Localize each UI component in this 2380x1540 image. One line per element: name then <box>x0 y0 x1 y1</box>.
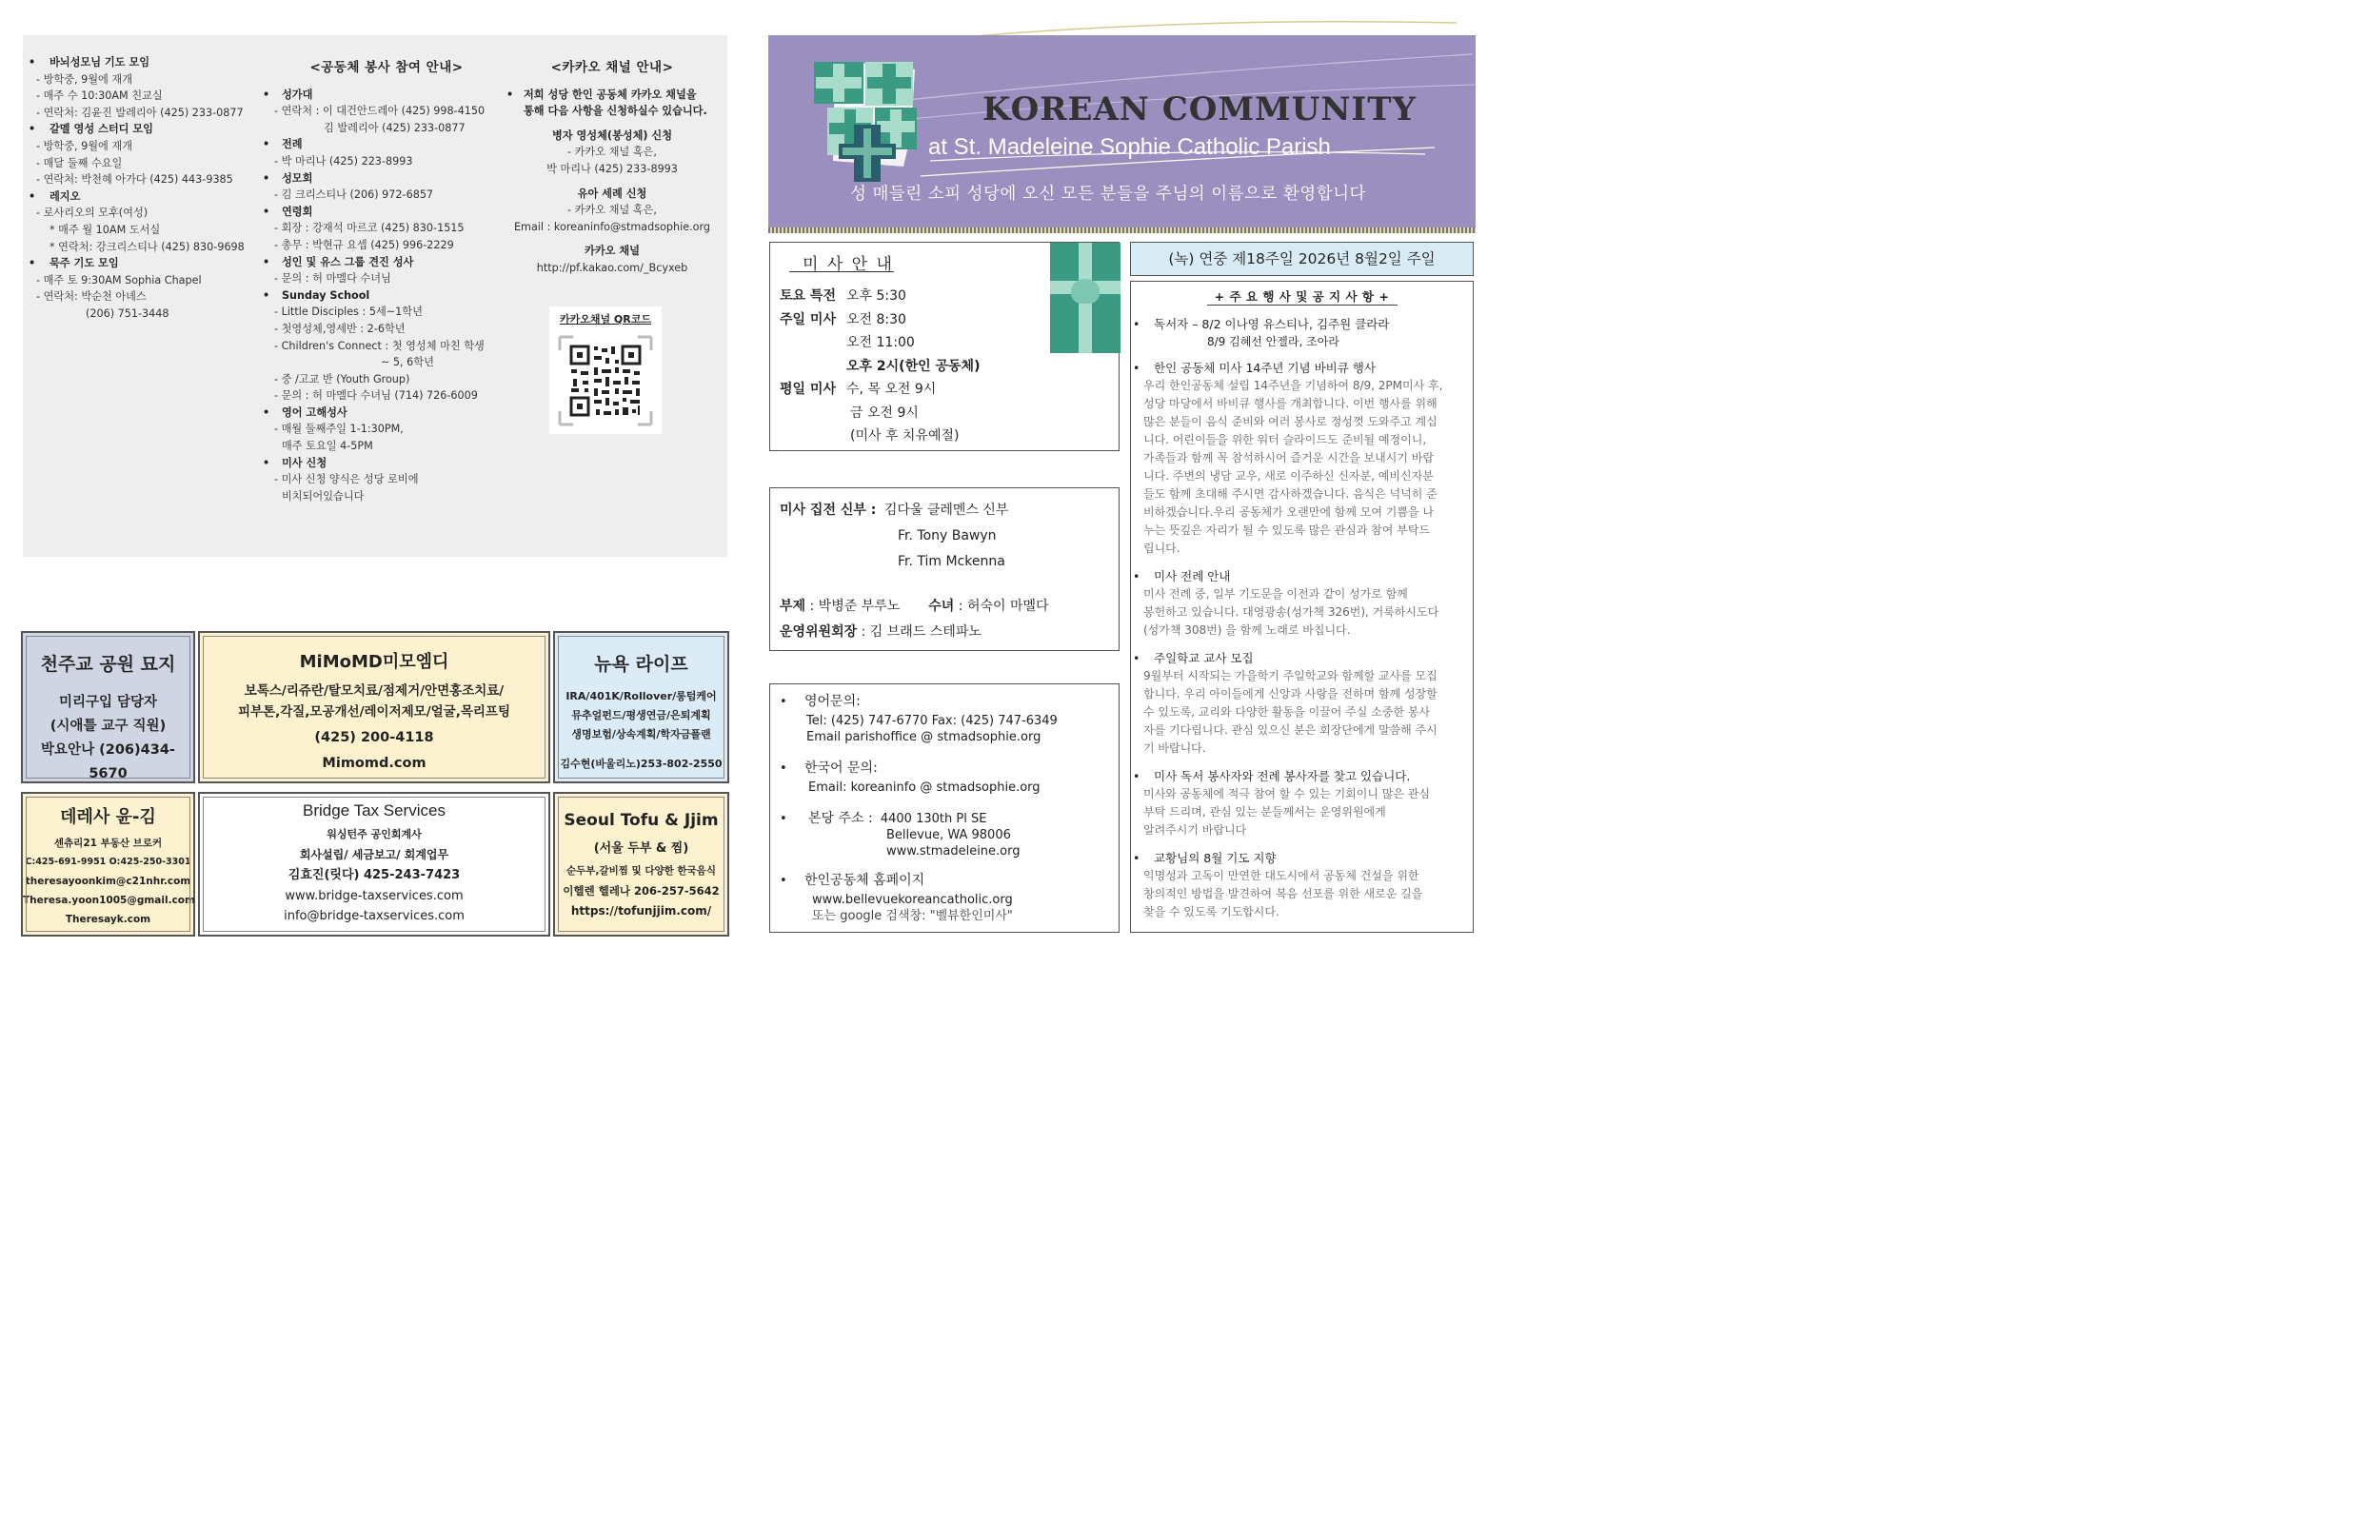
kakao-section-title: 병자 영성체(봉성체) 신청 <box>551 128 673 142</box>
service-line: - 미사 신청 양식은 성당 로비에 <box>274 473 419 486</box>
kakao-line: - 카카오 채널 혹은, <box>567 204 657 217</box>
news-item-line: 8/9 김혜선 안젤라, 조아라 <box>1207 335 1339 348</box>
service-title: • 미사 신청 <box>263 456 327 469</box>
news-item-line: 성당 마당에서 바비큐 행사를 개최합니다. 이번 행사를 위해 <box>1143 397 1438 410</box>
ad-email: info@bridge-taxservices.com <box>284 909 465 923</box>
ad-newyork-life[interactable] <box>553 631 729 783</box>
service-line: - Little Disciples : 5세~1학년 <box>274 306 423 319</box>
news-item-line: 누는 뜻깊은 자리가 될 수 있도록 많은 관심과 참여 부탁드 <box>1143 523 1430 537</box>
ad-phone: 김수현(바울리노)253-802-2550 <box>560 758 723 770</box>
kakao-intro: 통해 다음 사항을 신청하실수 있습니다. <box>524 105 707 118</box>
kakao-email[interactable]: Email : koreaninfo@stmadsophie.org <box>513 220 711 233</box>
ad-email: Theresa.yoon1005@gmail.com <box>23 895 195 906</box>
service-line: - 연락처 : 이 대건안드레아 (425) 998-4150 <box>274 105 486 118</box>
service-heading: <공동체 봉사 참여 안내> <box>309 60 464 75</box>
news-item-line: 9월부터 시작되는 가을학기 주일학교와 함께할 교사를 모집 <box>1143 669 1438 682</box>
news-item-line: 합니다. 우리 아이들에게 신앙과 사랑을 전하며 함께 성장할 <box>1143 687 1438 701</box>
ad-line: (시애틀 교구 직원) <box>50 719 167 734</box>
mass-heading-underline <box>789 271 894 272</box>
group-line: - 연락처: 박천혜 아가다 (425) 443-9385 <box>36 173 233 187</box>
service-title: • 성모회 <box>263 171 313 185</box>
news-item-line: 기 바랍니다. <box>1143 741 1206 755</box>
clergy-priest-row: Fr. Tony Bawyn <box>898 528 997 543</box>
cross-icon <box>1050 243 1121 353</box>
service-line: - Children's Connect : 첫 영성체 마친 학생 <box>274 339 485 352</box>
mass-row: 주일 미사 오전 8:30 <box>780 311 906 327</box>
news-item-line: 부탁 드리며, 관심 있는 분들께서는 운영위원에게 <box>1143 805 1386 819</box>
ad-cemetery[interactable] <box>21 631 195 783</box>
news-item-line: 봉헌하고 있습니다. 대영광송(성가책 326번), 거룩하시도다 <box>1143 605 1439 619</box>
ad-bridge-title: Bridge Tax Services <box>303 801 446 819</box>
contact-english-title: • 영어문의: <box>780 694 861 709</box>
ad-website: www.bridge-taxservices.com <box>285 888 464 903</box>
news-item-title: • 한인 공동체 미사 14주년 기념 바비큐 행사 <box>1133 361 1376 375</box>
clergy-priest-row: 미사 집전 신부 : 김다울 클레멘스 신부 <box>780 503 1009 518</box>
clergy-box <box>769 487 1120 651</box>
kakao-section-title: 유아 세례 신청 <box>577 187 647 200</box>
ad-line: 미리구입 담당자 <box>58 695 158 710</box>
ad-line: 뮤추얼펀드/평생연금/은퇴계획 <box>571 709 711 721</box>
group-line: - 방학중, 9월에 재개 <box>36 72 133 86</box>
group-line: - 로사리오의 모후(여성) <box>36 207 149 220</box>
news-item-line: 미사 전례 중, 일부 기도문을 이전과 같이 성가로 함께 <box>1143 587 1408 601</box>
service-title: • 성가대 <box>263 88 313 101</box>
group-line: - 연락처: 김윤진 발레리아 (425) 233-0877 <box>36 106 244 119</box>
ad-teresa-title: 데레사 윤-김 <box>60 807 156 827</box>
mass-row: 오전 11:00 <box>846 335 915 350</box>
mass-row: 토요 특전 오후 5:30 <box>780 288 906 304</box>
crosses-logo-icon <box>804 54 928 188</box>
news-item-line: 수 있도록, 교리와 다양한 활동을 이끌어 주실 소중한 봉사 <box>1143 705 1430 719</box>
clergy-staff-row: 운영위원회장 : 김 브래드 스테파노 <box>780 624 982 640</box>
contact-korean-title: • 한국어 문의: <box>780 760 878 776</box>
service-title: • 영어 고해성사 <box>263 405 347 419</box>
group-line: * 매주 월 10AM 도서실 <box>50 223 161 236</box>
clergy-priest-row: Fr. Tim Mckenna <box>898 554 1005 569</box>
ad-line: IRA/401K/Rollover/롱텀케어 <box>565 690 717 702</box>
group-line: - 연락처: 박순천 아녜스 <box>36 290 147 304</box>
kakao-line: - 카카오 채널 혹은, <box>567 146 657 159</box>
kakao-qr-card <box>549 306 662 434</box>
contact-homepage-title: • 한인공동체 홈페이지 <box>780 873 925 888</box>
group-line: - 매주 토 9:30AM Sophia Chapel <box>36 273 202 286</box>
service-line: - 중 /고교 반 (Youth Group) <box>274 372 410 385</box>
news-item-line: 알려주시기 바랍니다 <box>1143 823 1247 837</box>
ad-cemetery-title: 천주교 공원 묘지 <box>40 654 176 675</box>
group-title: • 레지오 <box>29 189 81 203</box>
news-item-line: 니다. 어린이들을 위한 워터 슬라이드도 준비될 예정이니, <box>1143 433 1427 446</box>
service-column <box>263 60 510 504</box>
service-title: • 전례 <box>263 138 303 151</box>
kakao-channel-link[interactable]: http://pf.kakao.com/_Bcyxeb <box>536 261 688 274</box>
service-title: • 연령회 <box>263 205 313 218</box>
ad-mimomd-title: MiMoMD미모엠디 <box>299 652 449 672</box>
service-line: - 회장 : 강재석 마르코 (425) 830-1515 <box>274 222 465 235</box>
ad-nylife-title: 뉴욕 라이프 <box>594 654 688 675</box>
ad-line: 생명보험/상속계획/학자금플랜 <box>571 728 711 740</box>
ad-line: (서울 두부 & 찜) <box>593 841 689 856</box>
mass-row: (미사 후 치유예절) <box>850 428 960 444</box>
contact-box <box>769 683 1120 933</box>
contact-email[interactable]: Email parishoffice @ stmadsophie.org <box>806 730 1041 744</box>
news-item-title: • 독서자 – 8/2 이나영 유스티나, 김주원 클라라 <box>1133 317 1390 331</box>
ad-line: 워싱턴주 공인회계사 <box>327 828 422 840</box>
mass-row: 금 오전 9시 <box>850 405 919 421</box>
ad-phone: 김효진(릿다) 425-243-7423 <box>288 868 461 882</box>
ad-line: 보톡스/리쥬란/탈모치료/점제거/안면홍조치료/ <box>244 683 505 699</box>
banner-border <box>768 227 1476 233</box>
ad-line: 회사설립/ 세금보고/ 회계업무 <box>299 847 449 861</box>
group-line: (206) 751-3448 <box>86 306 169 320</box>
ad-tofu-title: Seoul Tofu & Jjim <box>564 811 719 830</box>
ad-line: 피부톤,각질,모공개선/레이저제모/얼굴,목리프팅 <box>237 704 511 720</box>
group-title: • 갈멜 영성 스터디 모임 <box>29 123 153 136</box>
ad-phone: 박요안나 (206)434-5670 <box>41 742 175 781</box>
mass-heading: 미 사 안 내 <box>803 255 894 274</box>
ad-bridge-tax[interactable] <box>198 792 550 937</box>
ad-phone: C:425-691-9951 O:425-250-3301 <box>25 857 191 867</box>
service-line: - 총무 : 박현규 요셉 (425) 996-2229 <box>274 238 454 251</box>
ad-line: 센츄리21 부동산 브로커 <box>53 838 163 849</box>
news-item-line: (성가책 308번) 을 함께 노래로 바칩니다. <box>1143 623 1351 637</box>
contact-phone: Tel: (425) 747-6770 Fax: (425) 747-6349 <box>806 714 1058 728</box>
contact-search-hint: 또는 google 검색창: "벨뷰한인미사" <box>812 909 1013 923</box>
banner-welcome: 성 매들린 소피 성당에 오신 모든 분들을 주님의 이름으로 환영합니다 <box>850 185 1366 204</box>
news-item-title: • 미사 독서 봉사자와 전례 봉사자를 찾고 있습니다. <box>1133 769 1411 783</box>
group-line: - 매주 수 10:30AM 친교실 <box>36 89 163 103</box>
contact-address-line: Bellevue, WA 98006 <box>886 828 1011 842</box>
contact-website[interactable]: www.stmadeleine.org <box>886 844 1021 859</box>
news-box <box>1130 281 1474 933</box>
news-item-line: 비하겠습니다.우리 공동체가 오랜만에 함께 모여 기쁨을 나 <box>1143 505 1434 519</box>
service-line: 비치되어있습니다 <box>282 489 365 503</box>
ad-phone: 이헬렌 헬레나 206-257-5642 <box>563 884 720 898</box>
service-title: • Sunday School <box>263 288 370 302</box>
news-item-line: 니다. 주변의 냉담 교우, 새로 이주하신 신자분, 예비신자분 <box>1143 469 1434 483</box>
kakao-heading: <카카오 채널 안내> <box>550 60 674 75</box>
news-heading-underline <box>1207 305 1398 306</box>
service-line: - 김 크리스티나 (206) 972-6857 <box>274 188 434 202</box>
sunday-title: (녹) 연중 제18주일 2026년 8월2일 주일 <box>1130 242 1474 276</box>
service-line: 매주 토요일 4-5PM <box>282 440 373 453</box>
news-item-line: 익명성과 고독이 만연한 대도시에서 공동체 건설을 위한 <box>1143 869 1419 882</box>
news-item-line: 미사와 공동체에 적극 참여 할 수 있는 기회이니 많은 관심 <box>1143 787 1430 800</box>
ad-email: theresayoonkim@c21nhr.com <box>25 876 191 887</box>
news-item-line: 자를 기다립니다. 관심 있으신 분은 회장단에게 말씀해 주시 <box>1143 723 1438 737</box>
ad-website: Theresayk.com <box>65 914 151 925</box>
service-line: - 매월 둘째주일 1-1:30PM, <box>274 423 404 436</box>
news-item-line: 많은 분들이 음식 준비와 여러 봉사로 정성껏 도와주고 계십 <box>1143 415 1438 428</box>
group-title: • 묵주 기도 모임 <box>29 257 119 270</box>
service-line: ~ 5, 6학년 <box>381 356 434 369</box>
news-item-title: • 주일학교 교사 모집 <box>1133 651 1254 665</box>
ad-line: 순두부,갈비찜 및 다양한 한국음식 <box>566 865 716 877</box>
ad-phone: (425) 200-4118 <box>314 730 434 745</box>
kakao-section-title: 카카오 채널 <box>585 245 640 258</box>
service-line: 김 발레리아 (425) 233-0877 <box>324 121 466 134</box>
qr-label: 카카오채널 QR코드 <box>559 313 652 326</box>
news-item-title: • 미사 전례 안내 <box>1133 569 1231 583</box>
mass-schedule-box <box>769 242 1120 451</box>
contact-homepage-link[interactable]: www.bellevuekoreancatholic.org <box>812 893 1013 907</box>
service-line: - 문의 : 허 마멜다 수녀님 (714) 726-6009 <box>274 389 478 403</box>
contact-address-title: • 본당 주소 : 4400 130th Pl SE <box>780 811 987 826</box>
service-line: - 박 마리나 (425) 223-8993 <box>274 154 413 168</box>
news-item-line: 우리 한인공동체 설립 14주년을 기념하여 8/9, 2PM미사 후, <box>1143 379 1443 392</box>
ad-seoul-tofu[interactable] <box>553 792 729 937</box>
ad-website: Mimomd.com <box>322 756 426 771</box>
kakao-line: 박 마리나 (425) 233-8993 <box>546 162 678 175</box>
mass-row: 평일 미사 수, 목 오전 9시 <box>780 382 937 397</box>
news-item-title: • 교황님의 8월 기도 지향 <box>1133 851 1277 865</box>
contact-email[interactable]: Email: koreaninfo @ stmadsophie.org <box>808 780 1041 795</box>
banner-title: KOREAN COMMUNITY <box>982 90 1417 128</box>
service-title: • 성인 및 유스 그룹 견진 성사 <box>263 255 414 268</box>
service-line: - 문의 : 허 마멜다 수녀님 <box>274 272 391 286</box>
kakao-column <box>506 60 718 277</box>
ad-teresa[interactable] <box>21 792 195 937</box>
banner <box>768 35 1476 228</box>
news-item-line: 립니다. <box>1143 542 1180 555</box>
group-line: - 매달 둘째 수요일 <box>36 156 123 169</box>
news-heading: + 주 요 행 사 및 공 지 사 항 + <box>1214 289 1390 304</box>
news-item-line: 가족들과 함께 꼭 참석하시어 즐거운 시간을 보내시기 바랍 <box>1143 451 1434 464</box>
qr-code-icon[interactable] <box>556 333 655 428</box>
group-title: • 바뇌성모님 기도 모임 <box>29 56 150 69</box>
clergy-staff-row: 부제 : 박병준 부루노 수녀 : 허숙이 마멜다 <box>780 599 1049 614</box>
banner-subtitle: at St. Madeleine Sophie Catholic Parish <box>928 134 1331 160</box>
kakao-intro: • 저희 성당 한인 공동체 카카오 채널을 <box>506 88 697 101</box>
news-item-line: 들도 함께 초대해 주시면 감사하겠습니다. 음식은 넉넉히 준 <box>1143 487 1438 501</box>
service-line: - 첫영성체,영세반 : 2-6학년 <box>274 322 406 335</box>
news-item-line: 찾을 수 있도록 기도합시다. <box>1143 905 1279 918</box>
groups-column <box>29 54 267 323</box>
news-item-line: 창의적인 방법을 발견하여 복음 선포를 위한 새로운 길을 <box>1143 887 1423 900</box>
mass-row: 오후 2시(한인 공동체) <box>846 358 981 374</box>
ad-website: https://tofunjjim.com/ <box>570 904 712 918</box>
group-line: * 연락처: 강크리스티나 (425) 830-9698 <box>50 240 245 253</box>
ad-mimomd[interactable] <box>198 631 550 783</box>
group-line: - 방학중, 9월에 재개 <box>36 139 133 152</box>
